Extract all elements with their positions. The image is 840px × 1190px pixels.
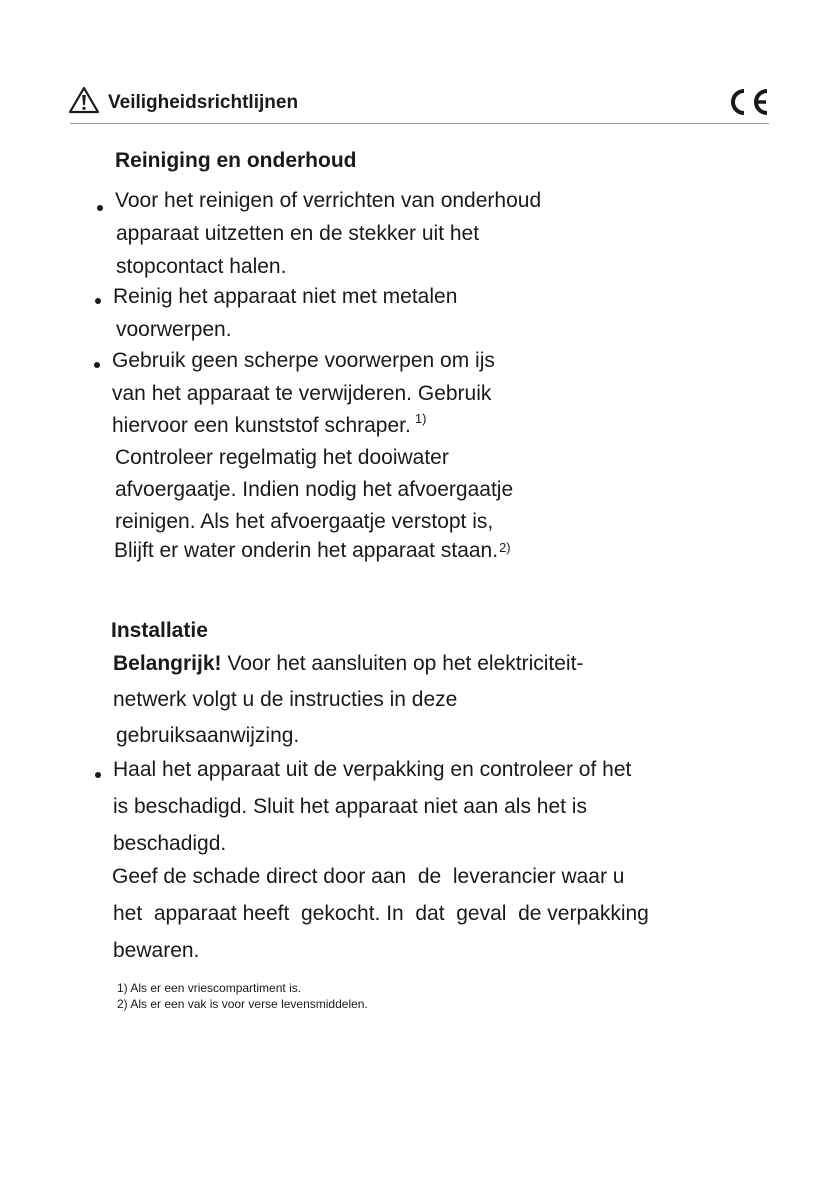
- body-line: Controleer regelmatig het dooiwater: [115, 446, 449, 469]
- body-line: Gebruik geen scherpe voorwerpen om ijs: [112, 349, 495, 372]
- important-label: Belangrijk!: [113, 652, 222, 675]
- important-text: Voor het aansluiten op het elektriciteit-: [221, 652, 584, 675]
- body-line: Haal het apparaat uit de verpakking en controleer of het: [113, 758, 632, 781]
- footnote-ref: 1): [414, 411, 427, 426]
- footnote: 1) Als er een vriescompartiment is.: [117, 981, 302, 995]
- body-line-with-footnote: [114, 540, 511, 561]
- body-line: het apparaat heeft gekocht. In dat geval de verpakking: [113, 902, 649, 925]
- body-line: voorwerpen.: [116, 318, 232, 341]
- body-line: reinigen. Als het afvoergaatje verstopt is,: [115, 510, 494, 533]
- warning-triangle-icon: [68, 86, 100, 114]
- footnote-ref: 2): [499, 540, 511, 555]
- body-line: netwerk volgt u de instructies in deze: [113, 688, 458, 711]
- body-line: beschadigd.: [113, 832, 227, 855]
- body-line: van het apparaat te verwijderen. Gebruik: [112, 382, 492, 405]
- body-line: gebruiksaanwijzing.: [116, 724, 300, 747]
- ce-mark-logo: [727, 87, 771, 117]
- body-line: Voor het reinigen of verrichten van onderhoud: [115, 189, 542, 212]
- body-line: is beschadigd. Sluit het apparaat niet aan als het is: [113, 795, 587, 818]
- bullet-dot: [97, 205, 103, 211]
- bullet-dot: [95, 772, 101, 778]
- body-line: afvoergaatje. Indien nodig het afvoergaatje: [115, 478, 514, 501]
- body-line: bewaren.: [113, 939, 200, 962]
- body-line: Geef de schade direct door aan de leverancier waar u: [112, 865, 625, 888]
- body-line-with-footnote: [112, 411, 427, 437]
- body-line: apparaat uitzetten en de stekker uit het: [116, 222, 480, 245]
- section-heading-installation: Installatie: [111, 619, 208, 642]
- section-heading-cleaning: Reiniging en onderhoud: [115, 149, 357, 172]
- body-line-text: hiervoor een kunststof schraper.: [112, 414, 411, 437]
- header-title: Veiligheidsrichtlijnen: [108, 92, 299, 113]
- body-line: stopcontact halen.: [116, 255, 287, 278]
- bullet-dot: [94, 362, 100, 368]
- important-line: [113, 653, 583, 674]
- body-line-text: Blijft er water onderin het apparaat staan.: [114, 539, 499, 562]
- footnote: 2) Als er een vak is voor verse levensmiddelen.: [117, 997, 368, 1011]
- body-line: Reinig het apparaat niet met metalen: [113, 285, 458, 308]
- header-divider: [70, 123, 769, 124]
- bullet-dot: [95, 298, 101, 304]
